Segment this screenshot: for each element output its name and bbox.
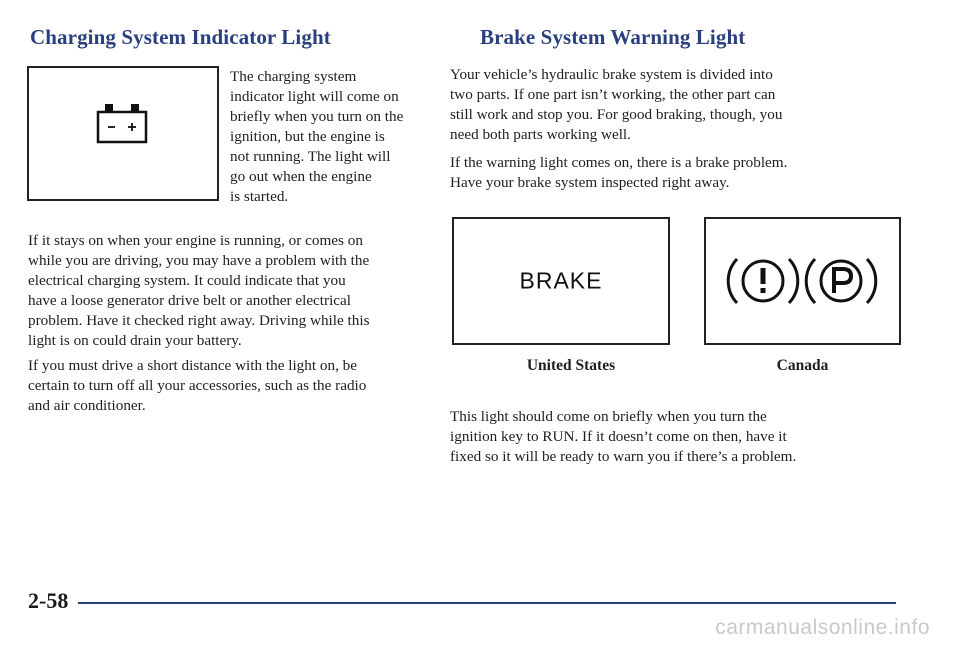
brake-us-box [452,217,670,345]
footer-rule [78,602,896,604]
charging-paragraph-1: If it stays on when your engine is running, or comes on while you are driving, you may have a problem with the electrical charging system. It could indicate that you have a loose generator drive belt or another electrical problem. Have it checked right away. Driving while this light is on could drain your battery. [28,232,370,349]
charging-heading: Charging System Indicator Light [30,25,331,49]
watermark: carmanualsonline.info [715,616,930,639]
charging-icon-box [27,66,219,201]
brake-warning-symbol-icon [723,241,883,321]
brake-heading: Brake System Warning Light [480,25,746,49]
battery-icon [92,102,152,146]
us-caption: United States [526,357,616,374]
brake-paragraph-1: Your vehicle’s hydraulic brake system is divided into two parts. If one part isn’t working, the other part can still work and stop you. For good braking, though, you need both parts working well. [450,66,783,143]
brake-paragraph-2: If the warning light comes on, there is a brake problem. Have your brake system inspected right away. [450,154,788,191]
canada-caption: Canada [776,357,829,374]
charging-paragraph-2: If you must drive a short distance with the light on, be certain to turn off all your accessories, such as the radio and air conditioner. [28,357,367,414]
charging-side-text: The charging system indicator light will come on briefly when you turn on the ignition, but the engine is not running. The light will go out when the engine is started. [230,68,404,205]
brake-canada-box [704,217,901,345]
brake-word-label: BRAKE [519,267,603,294]
page-number: 2-58 [28,588,69,613]
brake-paragraph-3: This light should come on briefly when you turn the ignition key to RUN. If it doesn’t come on then, have it fixed so it will be ready to warn you if there’s a problem. [450,408,797,465]
